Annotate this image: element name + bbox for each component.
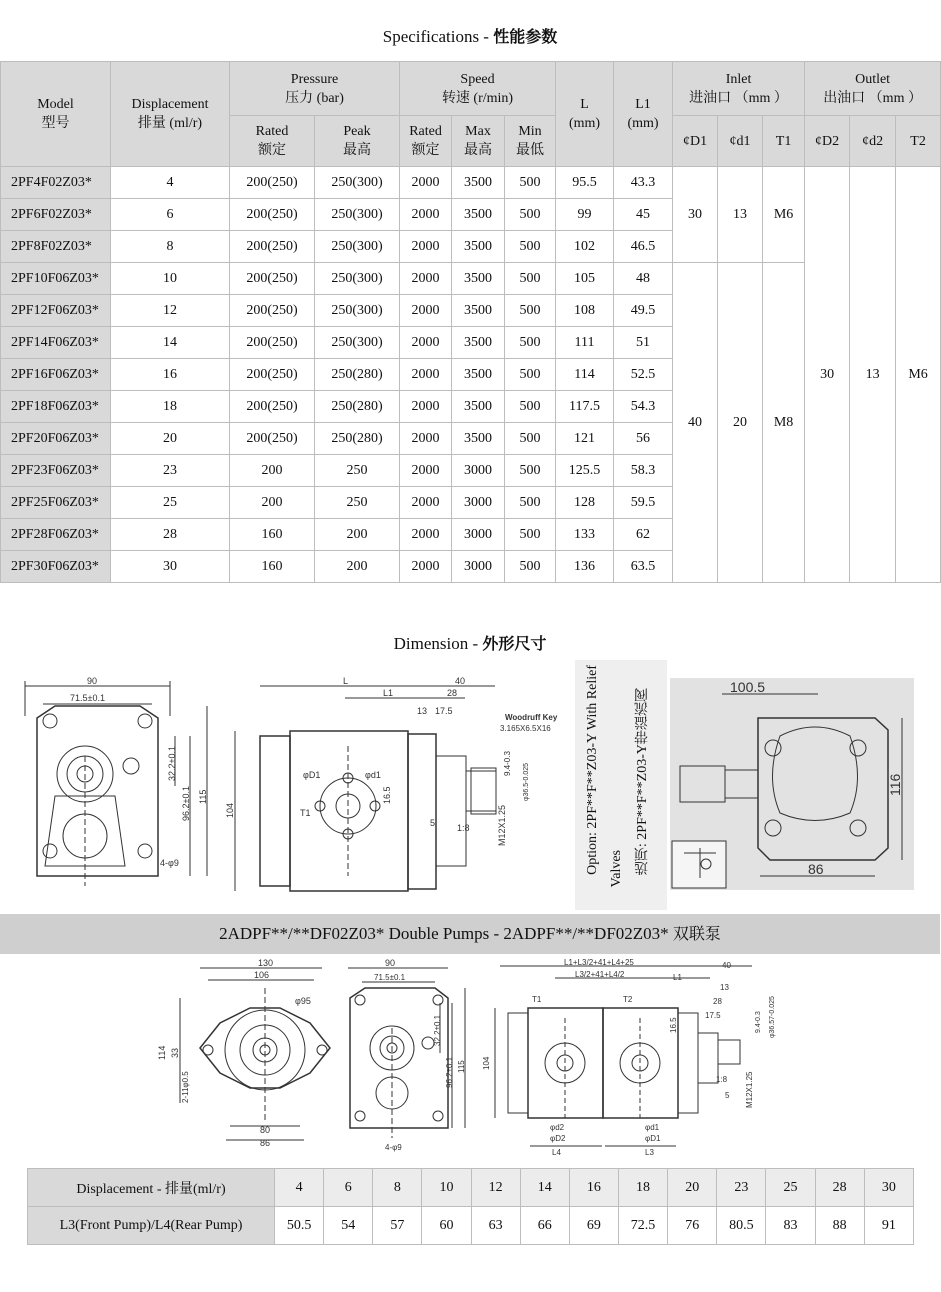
woodruff-key-label: Woodruff Key <box>505 713 558 722</box>
header-speed-rated: Rated 额定 <box>400 116 452 167</box>
model-cell: 2PF14F06Z03* <box>1 327 111 359</box>
inlet-t1-cell: M8 <box>763 263 805 583</box>
header-pressure: Pressure 压力 (bar) <box>230 62 400 116</box>
model-cell: 2PF6F02Z03* <box>1 199 111 231</box>
dim-13: 13 <box>417 706 428 716</box>
length-value: 63 <box>471 1207 520 1245</box>
dim-17-5-c: 17.5 <box>705 1011 721 1020</box>
dim-5-c: 5 <box>725 1091 730 1100</box>
displacement-cell: 8 <box>111 231 230 263</box>
side-view-drawing <box>225 676 565 901</box>
displacement-value: 18 <box>618 1169 667 1207</box>
dim-86-b: 86 <box>260 1138 271 1148</box>
dim-16-5: 16.5 <box>382 786 392 804</box>
inlet-d1-cell: 20 <box>718 263 763 583</box>
inlet-d1-cell: 40 <box>673 263 718 583</box>
length-L1-cell: 59.5 <box>614 487 673 519</box>
displacement-cell: 4 <box>111 167 230 199</box>
model-cell: 2PF12F06Z03* <box>1 295 111 327</box>
length-L-cell: 121 <box>556 423 614 455</box>
header-L: L (mm) <box>556 62 614 167</box>
length-value: 72.5 <box>618 1207 667 1245</box>
length-value: 50.5 <box>275 1207 324 1245</box>
dim-28: 28 <box>447 688 458 698</box>
displacement-cell: 23 <box>111 455 230 487</box>
pressure-rated-cell: 200(250) <box>230 199 315 231</box>
displacement-cell: 6 <box>111 199 230 231</box>
pressure-rated-cell: 200 <box>230 455 315 487</box>
length-L-cell: 108 <box>556 295 614 327</box>
pressure-peak-cell: 250(300) <box>315 231 400 263</box>
dim-90: 90 <box>87 676 98 686</box>
speed-min-cell: 500 <box>505 167 556 199</box>
header-displacement: Displacement 排量 (ml/r) <box>111 62 230 167</box>
specifications-table <box>0 61 941 583</box>
length-L-cell: 128 <box>556 487 614 519</box>
dim-33: 33 <box>170 1047 180 1058</box>
pressure-rated-cell: 200(250) <box>230 167 315 199</box>
pressure-peak-cell: 200 <box>315 519 400 551</box>
pressure-peak-cell: 250(300) <box>315 327 400 359</box>
speed-max-cell: 3500 <box>452 359 505 391</box>
header-speed-max: Max 最高 <box>452 116 505 167</box>
header-D1: ¢D1 <box>673 116 718 167</box>
length-L1-cell: 58.3 <box>614 455 673 487</box>
dim-80: 80 <box>260 1125 271 1135</box>
spec-title-cn: 性能参数 <box>493 27 558 46</box>
model-cell: 2PF30F06Z03* <box>1 551 111 583</box>
displacement-value: 14 <box>520 1169 569 1207</box>
displacement-cell: 12 <box>111 295 230 327</box>
option-line-2: Valves <box>609 850 624 888</box>
dim-95: φ95 <box>295 996 311 1006</box>
dim-5: 5 <box>430 818 436 828</box>
model-cell: 2PF23F06Z03* <box>1 455 111 487</box>
displacement-value: 10 <box>422 1169 471 1207</box>
formula-2: L3/2+41+L4/2 <box>575 970 625 979</box>
label-T1: T1 <box>300 808 311 818</box>
pressure-rated-cell: 160 <box>230 519 315 551</box>
length-value: 76 <box>668 1207 717 1245</box>
header-L1: L1 (mm) <box>614 62 673 167</box>
dim-36-5: φ36.5-0.025 <box>523 762 530 801</box>
dim-9-4-c: 9.4-0.3 <box>755 1011 762 1033</box>
model-cell: 2PF18F06Z03* <box>1 391 111 423</box>
header-pressure-peak: Peak 最高 <box>315 116 400 167</box>
speed-min-cell: 500 <box>505 455 556 487</box>
spec-row <box>1 167 941 199</box>
displacement-cell: 30 <box>111 551 230 583</box>
double-pump-table <box>27 1168 914 1245</box>
label-d1-c: φd1 <box>645 1123 660 1132</box>
length-value: 91 <box>864 1207 913 1245</box>
speed-min-cell: 500 <box>505 519 556 551</box>
model-cell: 2PF4F02Z03* <box>1 167 111 199</box>
speed-rated-cell: 2000 <box>400 167 452 199</box>
speed-rated-cell: 2000 <box>400 231 452 263</box>
speed-rated-cell: 2000 <box>400 263 452 295</box>
model-cell: 2PF10F06Z03* <box>1 263 111 295</box>
header-T1: T1 <box>763 116 805 167</box>
inlet-d1-cell: 13 <box>718 167 763 263</box>
speed-max-cell: 3000 <box>452 519 505 551</box>
pressure-peak-cell: 250(280) <box>315 359 400 391</box>
front-view-drawing <box>15 676 225 901</box>
label-d1: φd1 <box>365 770 381 780</box>
speed-rated-cell: 2000 <box>400 455 452 487</box>
pressure-rated-cell: 200(250) <box>230 359 315 391</box>
thread-label: M12X1.25 <box>497 804 507 846</box>
taper-ratio-c: 1:8 <box>716 1075 728 1084</box>
speed-min-cell: 500 <box>505 231 556 263</box>
option-line-3: 选项: 2PF**F**Z03-Y带溢流阀 <box>635 688 650 876</box>
displacement-cell: 10 <box>111 263 230 295</box>
spec-title-en: Specifications - <box>382 27 494 46</box>
dim-16-5-c: 16.5 <box>669 1017 678 1033</box>
displacement-cell: 28 <box>111 519 230 551</box>
pressure-rated-cell: 200(250) <box>230 231 315 263</box>
pressure-peak-cell: 250(300) <box>315 199 400 231</box>
dim-96-2-b: 96.2±0.1 <box>445 1056 454 1088</box>
displacement-value: 25 <box>766 1169 815 1207</box>
length-value: 80.5 <box>717 1207 766 1245</box>
dim-L: L <box>343 676 349 686</box>
holes-4-9-b: 4-φ9 <box>385 1143 402 1152</box>
speed-rated-cell: 2000 <box>400 487 452 519</box>
relief-valve-drawing <box>670 678 914 890</box>
displacement-value: 23 <box>717 1169 766 1207</box>
pressure-peak-cell: 250 <box>315 487 400 519</box>
displacement-value: 6 <box>324 1169 373 1207</box>
header-d1: ¢d1 <box>718 116 763 167</box>
dim-32-2-b: 32.2±0.1 <box>433 1014 442 1046</box>
length-L1-cell: 54.3 <box>614 391 673 423</box>
speed-rated-cell: 2000 <box>400 199 452 231</box>
dim-28-c: 28 <box>713 997 722 1006</box>
dim-115-b: 115 <box>457 1060 466 1073</box>
displacement-cell: 25 <box>111 487 230 519</box>
length-L1-cell: 48 <box>614 263 673 295</box>
length-L1-cell: 51 <box>614 327 673 359</box>
dim-32-2: 32.2±0.1 <box>167 746 177 781</box>
speed-min-cell: 500 <box>505 327 556 359</box>
speed-min-cell: 500 <box>505 295 556 327</box>
label-L1-c: L1 <box>673 973 682 982</box>
pressure-peak-cell: 250(280) <box>315 423 400 455</box>
displacement-value: 20 <box>668 1169 717 1207</box>
speed-max-cell: 3500 <box>452 295 505 327</box>
length-L-cell: 99 <box>556 199 614 231</box>
speed-min-cell: 500 <box>505 263 556 295</box>
pressure-rated-cell: 200(250) <box>230 295 315 327</box>
speed-min-cell: 500 <box>505 391 556 423</box>
option-line-1: Option: 2PF**F**Z03-Y With Relief <box>585 665 600 875</box>
speed-max-cell: 3500 <box>452 199 505 231</box>
dim-36-57-c: φ36.57-0.025 <box>769 996 776 1038</box>
speed-min-cell: 500 <box>505 487 556 519</box>
length-L1-cell: 49.5 <box>614 295 673 327</box>
dim-L1: L1 <box>383 688 394 698</box>
header-speed-min: Min 最低 <box>505 116 556 167</box>
label-L3-c: L3 <box>645 1148 654 1157</box>
length-L1-cell: 63.5 <box>614 551 673 583</box>
length-value: 69 <box>569 1207 618 1245</box>
dim-71-5-b: 71.5±0.1 <box>374 973 406 982</box>
displacement-value: 12 <box>471 1169 520 1207</box>
label-T1-c: T1 <box>532 995 542 1004</box>
dim-13-c: 13 <box>720 983 729 992</box>
pressure-peak-cell: 250(280) <box>315 391 400 423</box>
length-L-cell: 105 <box>556 263 614 295</box>
length-label: L3(Front Pump)/L4(Rear Pump) <box>28 1207 275 1245</box>
double-title-en: 2ADPF**/**DF02Z03* Double Pumps - 2ADPF**/**DF02Z03* <box>219 924 673 943</box>
dim-90-b: 90 <box>385 958 396 968</box>
dim-17-5: 17.5 <box>435 706 453 716</box>
outlet-t2-cell: M6 <box>896 167 941 583</box>
pressure-peak-cell: 200 <box>315 551 400 583</box>
dim-116: 116 <box>887 773 903 796</box>
speed-rated-cell: 2000 <box>400 519 452 551</box>
displacement-cell: 20 <box>111 423 230 455</box>
dim-40: 40 <box>455 676 466 686</box>
length-L1-cell: 43.3 <box>614 167 673 199</box>
header-pressure-rated: Rated 额定 <box>230 116 315 167</box>
model-cell: 2PF8F02Z03* <box>1 231 111 263</box>
label-D1-c: φD1 <box>645 1134 661 1143</box>
length-L-cell: 125.5 <box>556 455 614 487</box>
model-cell: 2PF28F06Z03* <box>1 519 111 551</box>
header-D2: ¢D2 <box>805 116 850 167</box>
dimension-title-en: Dimension - <box>393 634 483 653</box>
pressure-rated-cell: 200(250) <box>230 391 315 423</box>
dim-86: 86 <box>808 861 824 877</box>
speed-rated-cell: 2000 <box>400 423 452 455</box>
label-d2-c: φd2 <box>550 1123 565 1132</box>
displacement-cell: 18 <box>111 391 230 423</box>
formula-1: L1+L3/2+41+L4+25 <box>564 958 634 967</box>
length-value: 60 <box>422 1207 471 1245</box>
length-L-cell: 133 <box>556 519 614 551</box>
outlet-d2-cell: 30 <box>805 167 850 583</box>
spec-title <box>0 24 940 47</box>
displacement-label: Displacement - 排量(ml/r) <box>28 1169 275 1207</box>
dimension-title-cn: 外形尺寸 <box>482 634 547 653</box>
speed-max-cell: 3500 <box>452 263 505 295</box>
speed-min-cell: 500 <box>505 423 556 455</box>
header-speed: Speed 转速 (r/min) <box>400 62 556 116</box>
length-value: 66 <box>520 1207 569 1245</box>
length-L1-cell: 46.5 <box>614 231 673 263</box>
length-row <box>28 1207 914 1245</box>
dim-114: 114 <box>157 1045 167 1060</box>
double-flange-drawing <box>150 958 335 1153</box>
double-pump-banner <box>0 914 940 954</box>
taper-ratio: 1:8 <box>457 823 470 833</box>
speed-min-cell: 500 <box>505 359 556 391</box>
pressure-rated-cell: 200(250) <box>230 423 315 455</box>
label-L4-c: L4 <box>552 1148 561 1157</box>
dim-104: 104 <box>225 802 235 818</box>
length-L-cell: 102 <box>556 231 614 263</box>
displacement-row <box>28 1169 914 1207</box>
pressure-peak-cell: 250(300) <box>315 263 400 295</box>
pressure-rated-cell: 200 <box>230 487 315 519</box>
header-inlet: Inlet 进油口 （mm ） <box>673 62 805 116</box>
option-panel <box>575 660 667 910</box>
displacement-cell: 14 <box>111 327 230 359</box>
length-L-cell: 95.5 <box>556 167 614 199</box>
speed-rated-cell: 2000 <box>400 295 452 327</box>
pressure-rated-cell: 200(250) <box>230 263 315 295</box>
length-L1-cell: 62 <box>614 519 673 551</box>
speed-max-cell: 3000 <box>452 455 505 487</box>
inlet-d1-cell: 30 <box>673 167 718 263</box>
dim-100-5: 100.5 <box>730 679 766 695</box>
length-L-cell: 117.5 <box>556 391 614 423</box>
pressure-peak-cell: 250(300) <box>315 167 400 199</box>
double-title-cn: 双联泵 <box>672 924 721 943</box>
speed-max-cell: 3000 <box>452 551 505 583</box>
model-cell: 2PF25F06Z03* <box>1 487 111 519</box>
spec-row <box>1 263 941 295</box>
header-outlet: Outlet 出油口 （mm ） <box>805 62 941 116</box>
dim-106: 106 <box>254 970 270 980</box>
holes-label: 4-φ9 <box>160 858 179 868</box>
pressure-rated-cell: 200(250) <box>230 327 315 359</box>
speed-min-cell: 500 <box>505 199 556 231</box>
length-value: 88 <box>815 1207 864 1245</box>
inlet-t1-cell: M6 <box>763 167 805 263</box>
length-value: 54 <box>324 1207 373 1245</box>
double-front-drawing <box>340 958 480 1158</box>
speed-max-cell: 3500 <box>452 327 505 359</box>
speed-max-cell: 3500 <box>452 167 505 199</box>
label-T2-c: T2 <box>623 995 633 1004</box>
speed-max-cell: 3000 <box>452 487 505 519</box>
holes-2-11: 2-11φ0.5 <box>181 1071 190 1103</box>
displacement-value: 30 <box>864 1169 913 1207</box>
woodruff-key-size: 3.165X6.5X16 <box>500 724 551 733</box>
displacement-value: 8 <box>373 1169 422 1207</box>
dim-40-c: 40 <box>722 961 731 970</box>
displacement-cell: 16 <box>111 359 230 391</box>
speed-rated-cell: 2000 <box>400 391 452 423</box>
speed-rated-cell: 2000 <box>400 551 452 583</box>
displacement-value: 4 <box>275 1169 324 1207</box>
speed-max-cell: 3500 <box>452 231 505 263</box>
length-L-cell: 114 <box>556 359 614 391</box>
speed-max-cell: 3500 <box>452 391 505 423</box>
dim-9-4: 9.4-0.3 <box>503 751 512 776</box>
header-d2: ¢d2 <box>850 116 896 167</box>
label-D2-c: φD2 <box>550 1134 566 1143</box>
outlet-d2-cell: 13 <box>850 167 896 583</box>
double-side-drawing <box>482 958 790 1160</box>
model-cell: 2PF16F06Z03* <box>1 359 111 391</box>
model-cell: 2PF20F06Z03* <box>1 423 111 455</box>
dim-104-c: 104 <box>482 1056 491 1070</box>
dim-130: 130 <box>258 958 274 968</box>
dim-96-2: 96.2±0.1 <box>181 786 191 821</box>
dim-71-5: 71.5±0.1 <box>70 693 105 703</box>
length-L1-cell: 45 <box>614 199 673 231</box>
label-D1: φD1 <box>303 770 321 780</box>
header-T2: T2 <box>896 116 941 167</box>
length-L1-cell: 56 <box>614 423 673 455</box>
length-L-cell: 136 <box>556 551 614 583</box>
pressure-rated-cell: 160 <box>230 551 315 583</box>
length-L-cell: 111 <box>556 327 614 359</box>
dim-115: 115 <box>198 789 208 804</box>
length-L1-cell: 52.5 <box>614 359 673 391</box>
header-model: Model 型号 <box>1 62 111 167</box>
pressure-peak-cell: 250 <box>315 455 400 487</box>
length-value: 57 <box>373 1207 422 1245</box>
displacement-value: 28 <box>815 1169 864 1207</box>
thread-label-c: M12X1.25 <box>745 1071 754 1108</box>
length-value: 83 <box>766 1207 815 1245</box>
pressure-peak-cell: 250(300) <box>315 295 400 327</box>
speed-rated-cell: 2000 <box>400 359 452 391</box>
speed-rated-cell: 2000 <box>400 327 452 359</box>
speed-max-cell: 3500 <box>452 423 505 455</box>
dimension-title <box>0 631 940 654</box>
speed-min-cell: 500 <box>505 551 556 583</box>
displacement-value: 16 <box>569 1169 618 1207</box>
specifications-body <box>1 167 941 583</box>
